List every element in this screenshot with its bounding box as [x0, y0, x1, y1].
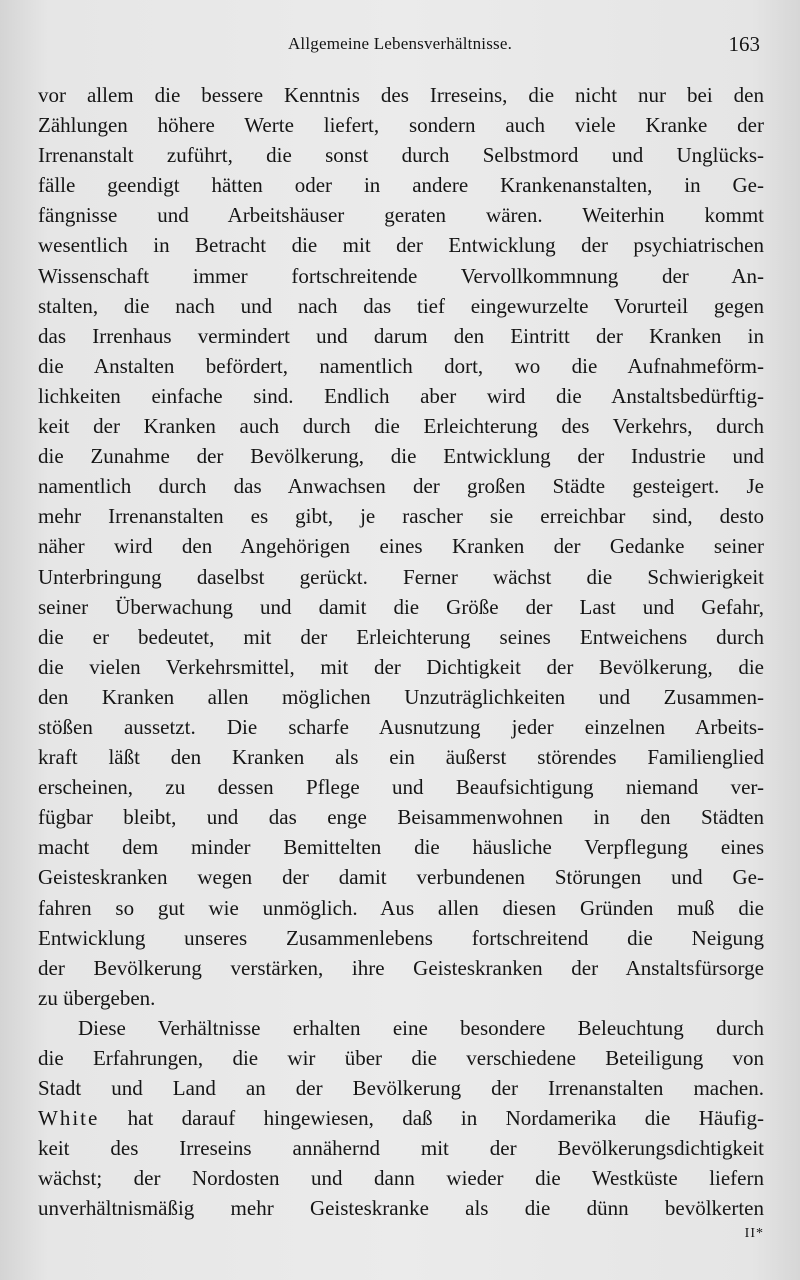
page-number: 163	[728, 32, 760, 56]
text-line: namentlich durch das Anwachsen der großen Städte gesteigert. Je	[38, 474, 764, 499]
text-line: das Irrenhaus vermindert und darum den Eintritt der Kranken in	[38, 323, 764, 348]
text-line: Zählungen höhere Werte liefert, sondern auch viele Kranke der	[38, 113, 764, 138]
text-segment: hat darauf hingewiesen, daß in Nordamerika die Häufig-	[127, 1106, 764, 1131]
author-name: White	[38, 1106, 100, 1131]
text-line: die Zunahme der Bevölkerung, die Entwicklung der Industrie und	[38, 444, 764, 469]
text-line: die Anstalten befördert, namentlich dort, wo die Aufnahmeförm-	[38, 353, 764, 378]
text-line: die er bedeutet, mit der Erleichterung seines Entweichens durch	[38, 624, 764, 649]
text-line: die vielen Verkehrsmittel, mit der Dichtigkeit der Bevölkerung, die	[38, 654, 764, 679]
text-line: seiner Überwachung und damit die Größe der Last und Gefahr,	[38, 594, 764, 619]
text-line: Wissenschaft immer fortschreitende Vervollkommnung der An-	[38, 263, 764, 288]
text-line: mehr Irrenanstalten es gibt, je rascher sie erreichbar sind, desto	[38, 504, 764, 529]
text-line: wesentlich in Betracht die mit der Entwicklung der psychiatrischen	[38, 233, 764, 258]
text-line: fahren so gut wie unmöglich. Aus allen diesen Gründen muß die	[38, 895, 764, 920]
text-line: näher wird den Angehörigen eines Kranken der Gedanke seiner	[38, 534, 764, 559]
text-line: vor allem die bessere Kenntnis des Irreseins, die nicht nur bei den	[38, 83, 764, 107]
body-text	[38, 80, 764, 1224]
text-line: fängnisse und Arbeitshäuser geraten wären. Weiterhin kommt	[38, 203, 764, 228]
text-line: keit der Kranken auch durch die Erleichterung des Verkehrs, durch	[38, 414, 764, 439]
running-title: Allgemeine Lebensverhältnisse.	[287, 34, 513, 53]
text-line: wächst; der Nordosten und dann wieder die Westküste liefern	[38, 1166, 764, 1191]
text-line: keit des Irreseins annähernd mit der Bevölkerungsdichtigkeit	[38, 1136, 764, 1161]
text-line: lichkeiten einfache sind. Endlich aber wird die Anstaltsbedürftig-	[38, 383, 764, 408]
text-line: Irrenanstalt zuführt, die sonst durch Selbstmord und Unglücks-	[38, 143, 764, 168]
paragraph-start-line: Diese Verhältnisse erhalten eine besondere Beleuchtung durch	[78, 1015, 764, 1040]
text-line: Geisteskranken wegen der damit verbundenen Störungen und Ge-	[38, 865, 764, 890]
text-line-with-name	[38, 1103, 764, 1133]
text-line: fügbar bleibt, und das enge Beisammenwohnen in den Städten	[38, 805, 764, 830]
text-line: den Kranken allen möglichen Unzuträglichkeiten und Zusammen-	[38, 684, 764, 709]
text-line: die Erfahrungen, die wir über die verschiedene Beteiligung von	[38, 1046, 764, 1070]
text-line: stößen aussetzt. Die scharfe Ausnutzung jeder einzelnen Arbeits-	[38, 714, 764, 739]
text-line: macht dem minder Bemittelten die häusliche Verpflegung eines	[38, 835, 764, 860]
text-line: erscheinen, zu dessen Pflege und Beaufsichtigung niemand ver-	[38, 775, 764, 800]
text-line: fälle geendigt hätten oder in andere Krankenanstalten, in Ge-	[38, 173, 764, 198]
running-head	[38, 34, 762, 60]
text-line: Unterbringung daselbst gerückt. Ferner wächst die Schwierigkeit	[38, 564, 764, 589]
text-line: kraft läßt den Kranken als ein äußerst störendes Familienglied	[38, 745, 764, 770]
paragraph-end-line: zu übergeben.	[38, 985, 156, 1010]
text-line: Stadt und Land an der Bevölkerung der Irrenanstalten machen.	[38, 1076, 764, 1101]
text-line: Entwicklung unseres Zusammenlebens fortschreitend die Neigung	[38, 925, 764, 950]
text-line: stalten, die nach und nach das tief eingewurzelte Vorurteil gegen	[38, 293, 764, 318]
sheet-signature: II*	[744, 1226, 764, 1241]
text-line: unverhältnismäßig mehr Geisteskranke als die dünn bevölkerten	[38, 1196, 764, 1221]
text-line: der Bevölkerung verstärken, ihre Geisteskranken der Anstaltsfürsorge	[38, 955, 764, 980]
